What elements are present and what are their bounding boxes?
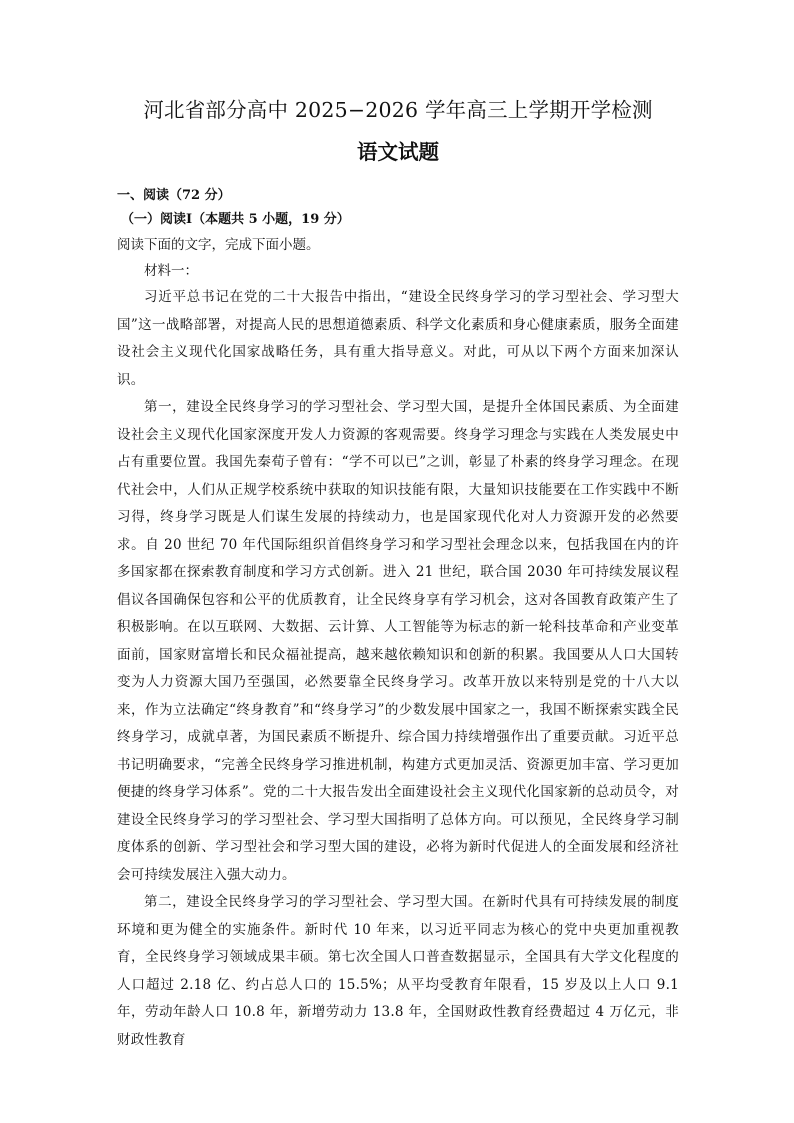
exam-subject: 语文试题 xyxy=(357,140,439,164)
exam-title: 河北省部分高中 2025−2026 学年高三上学期开学检测 xyxy=(143,98,653,122)
document-page xyxy=(117,92,679,1054)
body-paragraph-second: 第二，建设全民终身学习的学习型社会、学习型大国。在新时代具有可持续发展的制度环境和更为健全的实施条件。新时代 10 年来，以习近平同志为核心的党中央更加重视教育，全民终身学习领域成果丰硕。第七次全国人口普查数据显示，全国具有大学文化程度的人口超过 2.18 亿、约占总人口的 15.5%；从平均受教育年限看，15 岁及以上人口 9.1 年，劳动年龄人口 10.8 年，新增劳动力 13.8 年，全国财政性教育经费超过 4 万亿元，非财政性教育 xyxy=(117,894,679,1048)
section-heading: 一、阅读（72 分） xyxy=(117,188,231,203)
body-paragraph-first: 第一，建设全民终身学习的学习型社会、学习型大国，是提升全体国民素质、为全面建设社会主义现代化国家深度开发人力资源的客观需要。终身学习理念与实践在人类发展史中占有重要位置。我国先秦荀子曾有：“学不可以已”之训，彰显了朴素的终身学习理念。在现代社会中，人们从正规学校系统中获取的知识技能有限，大量知识技能要在工作实践中不断习得，终身学习既是人们谋生发展的持续动力，也是国家现代化对人力资源开发的必然要求。自 20 世纪 70 年代国际组织首倡终身学习和学习型社会理念以来，包括我国在内的许多国家都在探索教育制度和学习方式创新。进入 21 世纪，联合国 2030 年可持续发展议程倡议各国确保包容和公平的优质教育，让全民终身享有学习机会，这对各国教育政策产生了积极影响。在以互联网、大数据、云计算、人工智能等为标志的新一轮科技革命和产业变革面前，国家财富增长和民众福祉提高，越来越依赖知识和创新的积累。我国要从人口大国转变为人力资源大国乃至强国，必然要靠全民终身学习。改革开放以来特别是党的十八大以来，作为立法确定“终身教育”和“终身学习”的少数发展中国家之一，我国不断探索实践全民终身学习，成就卓著，为国民素质不断提升、综合国力持续增强作出了重要贡献。习近平总书记明确要求，“完善全民终身学习推进机制，构建方式更加灵活、资源更加丰富、学习更加便捷的终身学习体系”。党的二十大报告发出全面建设社会主义现代化国家新的总动员令，对建设全民终身学习的学习型社会、学习型大国指明了总体方向。可以预见，全民终身学习制度体系的创新、学习型社会和学习型大国的建设，必将为新时代促进人的全面发展和经济社会可持续发展注入强大动力。 xyxy=(117,399,679,883)
body-paragraph-intro: 习近平总书记在党的二十大报告中指出，“建设全民终身学习的学习型社会、学习型大国”这一战略部署，对提高人民的思想道德素质、科学文化素质和身心健康素质，服务全面建设社会主义现代化国家战略任务，具有重大指导意义。对此，可从以下两个方面来加深认识。 xyxy=(117,289,679,388)
sub-section-heading: （一）阅读Ⅰ（本题共 5 小题，19 分） xyxy=(121,212,350,227)
reading-instruction: 阅读下面的文字，完成下面小题。 xyxy=(117,237,320,253)
material-label: 材料一： xyxy=(144,263,198,279)
